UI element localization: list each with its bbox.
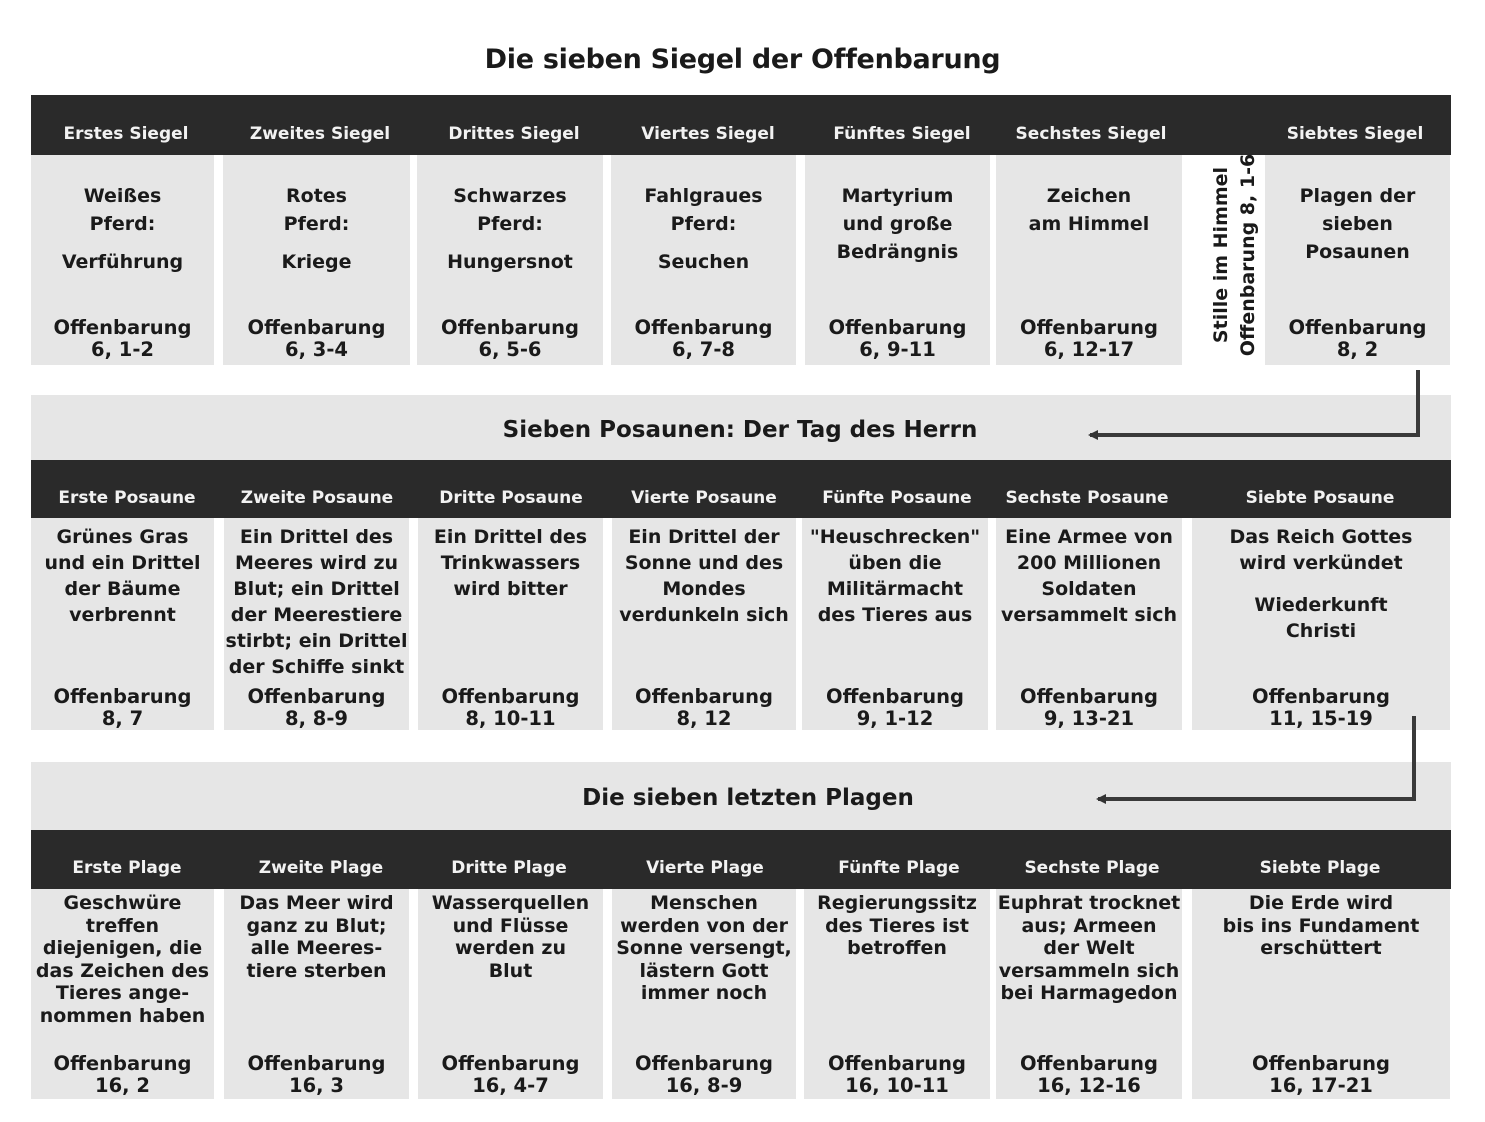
seal-reference-verse: 6, 12-17 <box>1043 338 1135 361</box>
trumpet-reference-verse: 8, 10-11 <box>465 707 556 730</box>
trumpet-description-line: üben die <box>848 552 942 574</box>
trumpet-reference-verse: 8, 12 <box>676 707 732 730</box>
plague-description-line: immer noch <box>640 982 768 1005</box>
trumpet-reference-verse: 11, 15-19 <box>1269 707 1373 730</box>
trumpet-reference-verse: 9, 1-12 <box>856 707 934 730</box>
plague-description-line: werden von der <box>620 914 788 937</box>
plague-header: Vierte Plage <box>646 858 764 878</box>
plague-description-line: Die Erde wird <box>1248 892 1394 914</box>
stille-line: Stille im Himmel <box>1210 166 1232 344</box>
trumpet-description-line: verdunkeln sich <box>619 604 789 626</box>
trumpet-reference-book: Offenbarung <box>53 685 192 708</box>
seal-description-line: Pferd: <box>89 213 156 235</box>
seal-reference-verse: 6, 5-6 <box>478 338 542 361</box>
plague-reference-verse: 16, 12-16 <box>1037 1074 1141 1097</box>
plague-description-line: Tieres ange- <box>55 982 190 1005</box>
seal-header: Zweites Siegel <box>249 124 391 144</box>
trumpet-description-line: wird bitter <box>453 578 568 600</box>
trumpet-description-line: des Tieres aus <box>817 604 973 626</box>
plague-description-line: Blut <box>488 959 533 982</box>
trumpet-description-line: Militärmacht <box>826 578 964 600</box>
trumpet-reference-book: Offenbarung <box>1020 685 1158 708</box>
plague-description-line: lästern Gott <box>639 959 769 982</box>
plague-reference-book: Offenbarung <box>247 1052 386 1075</box>
plague-description-line: Euphrat trocknet <box>997 892 1181 914</box>
plague-reference-book: Offenbarung <box>635 1052 773 1075</box>
plague-description-line: treffen <box>85 914 160 937</box>
trumpet-reference-book: Offenbarung <box>1252 685 1390 708</box>
page-title: Die sieben Siegel der Offenbarung <box>484 44 1001 75</box>
plague-reference-verse: 16, 2 <box>95 1074 150 1097</box>
seal-subtitle: Kriege <box>281 251 352 273</box>
plague-description-line: versammeln sich <box>998 959 1180 982</box>
trumpet-reference-book: Offenbarung <box>635 685 773 708</box>
stille-reference: Offenbarung 8, 1-6 <box>1237 153 1259 357</box>
plague-header: Sechste Plage <box>1024 858 1160 878</box>
seal-header: Viertes Siegel <box>641 124 775 144</box>
trumpet-description-line: der Schiffe sinkt <box>228 656 405 678</box>
trumpet-header: Vierte Posaune <box>631 488 777 508</box>
seal-header: Erstes Siegel <box>63 124 189 144</box>
seal-header: Siebtes Siegel <box>1286 124 1424 144</box>
seal-reference-verse: 6, 3-4 <box>285 338 348 361</box>
trumpet-description-line: wird verkündet <box>1239 552 1403 574</box>
trumpet-description-line: der Bäume <box>64 578 181 600</box>
seal-reference-verse: 6, 9-11 <box>859 338 936 361</box>
trumpets-band-title: Sieben Posaunen: Der Tag des Herrn <box>502 417 978 443</box>
trumpet-description-line: Meeres wird zu <box>234 552 399 574</box>
seal-subtitle: Verführung <box>61 251 184 273</box>
seal-reference-verse: 8, 2 <box>1336 338 1379 361</box>
seal-description-line: Pferd: <box>477 213 543 235</box>
plague-description-line: betroffen <box>847 937 947 960</box>
seal-subtitle: Hungersnot <box>447 251 573 273</box>
seal-reference-verse: 6, 1-2 <box>91 338 154 361</box>
seal-description-line: sieben <box>1322 213 1393 235</box>
trumpet-reference-book: Offenbarung <box>826 685 964 708</box>
seal-reference-book: Offenbarung <box>634 316 773 339</box>
seal-description-line: Bedrängnis <box>836 241 959 263</box>
plague-description-line: bis ins Fundament <box>1222 914 1420 937</box>
plague-description-line: Sonne versengt, <box>616 937 792 960</box>
plague-reference-book: Offenbarung <box>828 1052 966 1075</box>
plague-reference-book: Offenbarung <box>53 1052 192 1075</box>
seal-description-line: Schwarzes <box>453 185 567 207</box>
trumpet-description-line: Eine Armee von <box>1005 526 1173 548</box>
trumpet-reference-verse: 8, 7 <box>101 707 144 730</box>
trumpet-description-line: "Heuschrecken" <box>809 526 981 548</box>
plague-description-line: Menschen <box>650 892 758 914</box>
trumpet-description-line: Das Reich Gottes <box>1229 526 1413 548</box>
plague-reference-verse: 16, 4-7 <box>472 1074 549 1097</box>
trumpet-header: Fünfte Posaune <box>822 488 972 508</box>
plague-description-line: ganz zu Blut; <box>246 914 387 937</box>
trumpet-description-line: Ein Drittel der <box>628 526 780 548</box>
plague-description-line: werden zu <box>454 937 567 960</box>
plague-description-line: tiere sterben <box>246 959 387 982</box>
plague-description-line: das Zeichen des <box>35 959 210 982</box>
plague-description-line: der Welt <box>1043 937 1135 960</box>
plague-description-line: Geschwüre <box>63 892 182 914</box>
plague-description-line: und Flüsse <box>452 914 569 937</box>
trumpet-reference-verse: 9, 13-21 <box>1043 707 1135 730</box>
trumpet-header: Dritte Posaune <box>439 488 583 508</box>
plague-description-line: Regierungssitz <box>817 892 977 914</box>
seal-header: Drittes Siegel <box>448 124 580 144</box>
plague-reference-verse: 16, 10-11 <box>845 1074 949 1097</box>
seal-reference-book: Offenbarung <box>1288 316 1427 339</box>
trumpet-reference-book: Offenbarung <box>247 685 386 708</box>
plague-header: Dritte Plage <box>451 858 567 878</box>
trumpet-description-line: der Meerestiere <box>230 604 403 626</box>
trumpet-description-line: und ein Drittel <box>44 552 201 574</box>
plague-header: Fünfte Plage <box>838 858 960 878</box>
plague-reference-verse: 16, 17-21 <box>1269 1074 1373 1097</box>
seal-subtitle: Seuchen <box>657 251 750 273</box>
plague-description-line: des Tieres ist <box>825 914 969 937</box>
plague-description-line: Das Meer wird <box>239 892 394 914</box>
seal-header: Sechstes Siegel <box>1015 124 1167 144</box>
seal-reference-book: Offenbarung <box>53 316 192 339</box>
plague-reference-verse: 16, 8-9 <box>665 1074 743 1097</box>
plague-description-line: nommen haben <box>39 1004 206 1027</box>
plague-reference-book: Offenbarung <box>441 1052 580 1075</box>
trumpet-description-line: Mondes <box>662 578 746 600</box>
trumpet-extra-line: Christi <box>1285 620 1357 642</box>
trumpet-extra-line: Wiederkunft <box>1254 594 1388 616</box>
seal-description-line: und große <box>842 213 953 235</box>
trumpet-description-line: verbrennt <box>69 604 176 626</box>
plagues-band-title: Die sieben letzten Plagen <box>582 785 914 811</box>
seal-reference-book: Offenbarung <box>1020 316 1158 339</box>
plague-header: Erste Plage <box>72 858 182 878</box>
plague-description-line: alle Meeres- <box>250 937 383 960</box>
seal-reference-verse: 6, 7-8 <box>672 338 735 361</box>
trumpet-header: Siebte Posaune <box>1245 488 1395 508</box>
trumpet-description-line: 200 Millionen <box>1016 552 1162 574</box>
seal-description-line: Plagen der <box>1299 185 1416 207</box>
plague-reference-verse: 16, 3 <box>289 1074 344 1097</box>
seal-reference-book: Offenbarung <box>828 316 967 339</box>
seal-description-line: Pferd: <box>670 213 737 235</box>
trumpet-description-line: Sonne und des <box>624 552 784 574</box>
seal-header: Fünftes Siegel <box>833 124 971 144</box>
trumpet-description-line: Ein Drittel des <box>433 526 588 548</box>
seal-description-line: Weißes <box>83 185 162 207</box>
trumpet-description-line: versammelt sich <box>1000 604 1178 626</box>
trumpet-description-line: Soldaten <box>1041 578 1137 600</box>
seal-description-line: Zeichen <box>1046 185 1132 207</box>
plague-header: Siebte Plage <box>1259 858 1381 878</box>
trumpet-reference-verse: 8, 8-9 <box>285 707 348 730</box>
plague-description-line: aus; Armeen <box>1021 914 1157 937</box>
arrow-seals-to-trumpets <box>1090 370 1418 435</box>
plague-reference-book: Offenbarung <box>1020 1052 1158 1075</box>
plague-reference-book: Offenbarung <box>1252 1052 1390 1075</box>
seal-reference-book: Offenbarung <box>247 316 386 339</box>
plague-description-line: erschüttert <box>1260 937 1382 960</box>
seal-reference-book: Offenbarung <box>441 316 579 339</box>
seal-description-line: Posaunen <box>1305 241 1410 263</box>
trumpet-reference-book: Offenbarung <box>441 685 580 708</box>
seal-description-line: Rotes <box>286 185 347 207</box>
seal-description-line: Pferd: <box>283 213 350 235</box>
trumpet-description-line: Ein Drittel des <box>239 526 394 548</box>
trumpet-description-line: stirbt; ein Drittel <box>225 630 408 652</box>
seal-description-line: Fahlgraues <box>644 185 763 207</box>
trumpet-description-line: Grünes Gras <box>56 526 189 548</box>
trumpet-header: Sechste Posaune <box>1005 488 1169 508</box>
seal-description-line: am Himmel <box>1028 213 1150 235</box>
trumpet-description-line: Blut; ein Drittel <box>233 578 400 600</box>
plague-description-line: Wasserquellen <box>431 892 590 914</box>
trumpet-description-line: Trinkwassers <box>440 552 581 574</box>
trumpet-header: Erste Posaune <box>58 488 196 508</box>
plague-description-line: bei Harmagedon <box>1000 982 1178 1005</box>
seal-description-line: Martyrium <box>841 185 954 207</box>
trumpet-header: Zweite Posaune <box>240 488 394 508</box>
plague-header: Zweite Plage <box>258 858 384 878</box>
plague-description-line: diejenigen, die <box>42 937 203 960</box>
arrow-trumpets-to-plagues <box>1098 716 1414 799</box>
